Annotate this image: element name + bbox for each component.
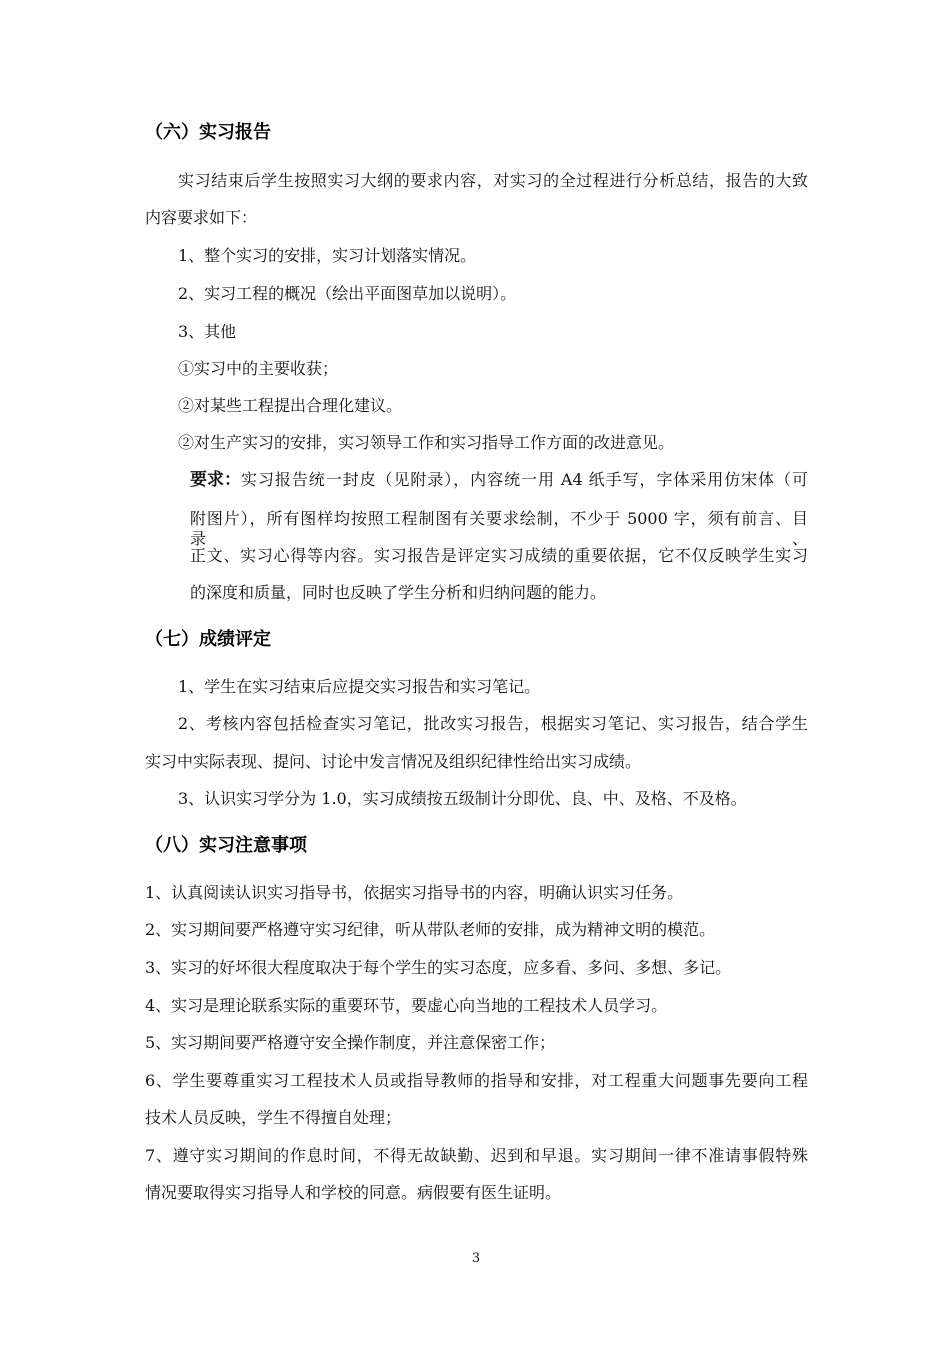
section-8-item-7-line-1: 7、遵守实习期间的作息时间，不得无故缺勤、迟到和早退。实习期间一律不准请事假特殊 [145, 1146, 808, 1165]
requirement-text-1: 实习报告统一封皮（见附录），内容统一用 A4 纸手写，字体采用仿宋体（可 [241, 470, 808, 489]
section-6-item-1: 1、整个实习的安排，实习计划落实情况。 [178, 246, 477, 265]
section-7-item-3: 3、认识实习学分为 1.0，实习成绩按五级制计分即优、良、中、及格、不及格。 [178, 789, 747, 808]
section-6-item-2: 2、实习工程的概况（绘出平面图草加以说明）。 [178, 284, 517, 303]
requirement-line-2: 附图片），所有图样均按照工程制图有关要求绘制，不少于 5000 字，须有前言、目录、 [190, 509, 808, 548]
section-8-item-4: 4、实习是理论联系实际的重要环节，要虚心向当地的工程技术人员学习。 [145, 996, 668, 1015]
requirement-label: 要求： [190, 470, 241, 490]
requirement-line-3: 正文、实习心得等内容。实习报告是评定实习成绩的重要依据，它不仅反映学生实习 [190, 546, 808, 565]
requirement-line-1 [190, 470, 808, 490]
section-6-intro-line-1: 实习结束后学生按照实习大纲的要求内容，对实习的全过程进行分析总结，报告的大致 [178, 171, 808, 190]
section-7-item-2-line-1: 2、考核内容包括检查实习笔记，批改实习报告，根据实习笔记、实习报告，结合学生 [178, 714, 808, 733]
section-6-sub-item-1: ①实习中的主要收获； [178, 359, 339, 378]
section-6-sub-item-2: ②对某些工程提出合理化建议。 [178, 396, 403, 415]
requirement-line-4: 的深度和质量，同时也反映了学生分析和归纳问题的能力。 [190, 583, 607, 602]
section-6-sub-item-3: ②对生产实习的安排，实习领导工作和实习指导工作方面的改进意见。 [178, 433, 675, 452]
section-8-item-2: 2、实习期间要严格遵守实习纪律，听从带队老师的安排，成为精神文明的模范。 [145, 920, 716, 939]
page-number: 3 [471, 1251, 481, 1266]
section-8-item-6-line-2: 技术人员反映，学生不得擅自处理； [145, 1108, 402, 1127]
section-8-item-6-line-1: 6、学生要尊重实习工程技术人员或指导教师的指导和安排，对工程重大问题事先要向工程 [145, 1071, 808, 1090]
section-7-item-1: 1、学生在实习结束后应提交实习报告和实习笔记。 [178, 677, 541, 696]
section-6-item-3: 3、其他 [178, 322, 237, 341]
section-8-heading: （八）实习注意事项 [145, 835, 307, 856]
section-7-item-2-line-2: 实习中实际表现、提问、讨论中发言情况及组织纪律性给出实习成绩。 [145, 752, 642, 771]
section-8-item-7-line-2: 情况要取得实习指导人和学校的同意。病假要有医生证明。 [145, 1183, 562, 1202]
section-8-item-1: 1、认真阅读认识实习指导书，依据实习指导书的内容，明确认识实习任务。 [145, 883, 684, 902]
section-8-item-5: 5、实习期间要严格遵守安全操作制度，并注意保密工作； [145, 1033, 556, 1052]
section-8-item-3: 3、实习的好坏很大程度取决于每个学生的实习态度，应多看、多问、多想、多记。 [145, 958, 732, 977]
section-7-heading: （七）成绩评定 [145, 629, 271, 650]
section-6-heading: （六）实习报告 [145, 122, 271, 143]
section-6-intro-line-2: 内容要求如下： [145, 208, 258, 227]
